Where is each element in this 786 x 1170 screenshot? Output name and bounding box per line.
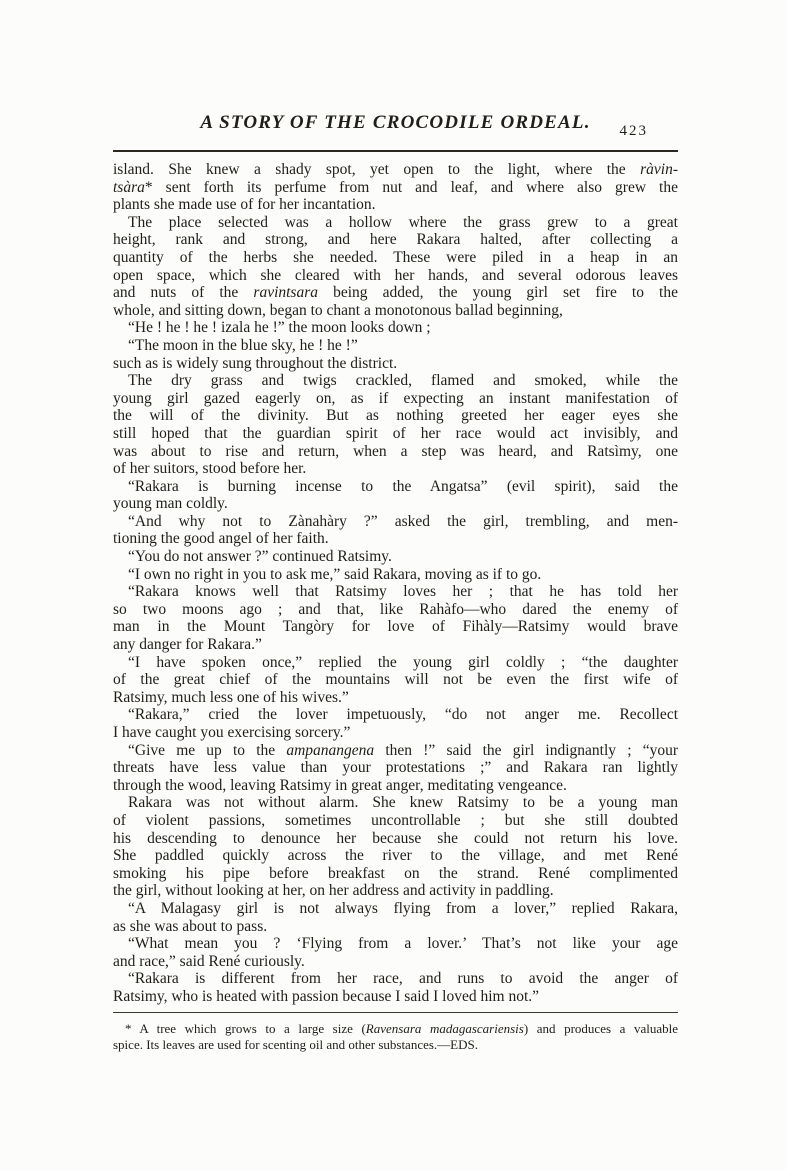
text-segment: Rakara was not without alarm. She knew Ratsimy to be a young man [128,794,678,812]
text-line [113,302,678,320]
text-line [113,267,678,285]
text-line [113,196,678,214]
text-segment: “A Malagasy girl is not always flying from a lover,” replied Rakara, [128,899,678,917]
text-line [113,618,678,636]
text-line [113,865,678,883]
text-line [113,284,678,302]
text-segment: such as is widely sung throughout the district. [113,354,398,372]
text-segment: whole, and sitting down, began to chant a monotonous ballad beginning, [113,301,563,319]
text-segment: “I own no right in you to ask me,” said Rakara, moving as if to go. [128,565,542,583]
text-segment: and nuts of the [113,284,254,302]
text-line [113,953,678,971]
text-line [113,513,678,531]
text-segment: “And why not to Zànahàry ?” asked the girl, trembling, and men- [128,512,678,530]
italic-text: Ravensara madagascariensis [365,1020,524,1036]
text-segment: was about to rise and return, when a step was heard, and Ratsìmy, one [113,442,678,460]
text-segment: of her suitors, stood before her. [113,460,307,478]
text-line [113,249,678,267]
text-segment: “He ! he ! he ! izala he !” the moon looks down ; [128,319,431,337]
page-header [113,112,678,142]
text-segment: “Rakara is burning incense to the Angatsa” (evil spirit), said the [128,477,678,495]
text-line [113,759,678,777]
text-line [113,460,678,478]
text-line [113,390,678,408]
text-line [113,337,678,355]
italic-text: ràvin- [640,161,678,178]
text-line [113,812,678,830]
text-line [113,179,678,197]
text-line [113,214,678,232]
text-line [113,443,678,461]
text-segment: I have caught you exercising sorcery.” [113,724,351,741]
text-segment: any danger for Rakara.” [113,636,262,654]
text-segment: his descending to denounce her because she could not return his love. [113,829,678,847]
text-line [113,847,678,865]
text-line [113,988,678,1006]
text-segment: “Rakara,” cried the lover impetuously, “do not anger me. Recollect [128,706,678,724]
text-segment: young man coldly. [113,495,228,513]
text-line [113,689,678,707]
text-segment: She paddled quickly across the river to the village, and met René [113,847,678,865]
text-segment: threats have less value than your protestations ;” and Rakara ran lightly [113,759,678,777]
text-segment: “I have spoken once,” replied the young girl coldly ; “the daughter [128,653,678,671]
text-line [113,654,678,672]
page-body [113,161,678,1006]
text-segment: * A tree which grows to a large size ( [125,1020,366,1036]
text-line [113,882,678,900]
text-segment: island. She knew a shady spot, yet open to the light, where the [113,161,641,178]
text-line [113,407,678,425]
text-line [113,935,678,953]
text-segment: “You do not answer ?” continued Ratsimy. [128,548,392,566]
text-segment: the girl, without looking at her, on her address and activity in paddling. [113,882,554,900]
text-line [113,1037,678,1054]
page-number: 423 [619,123,648,139]
text-line [113,918,678,936]
header-rule [113,150,678,152]
text-segment: tioning the good angel of her faith. [113,530,329,548]
text-line [113,583,678,601]
text-segment: quantity of the herbs she needed. These were piled in a heap in an [113,248,678,266]
text-segment: of the great chief of the mountains will not be even the first wife of [113,671,678,689]
text-segment: Ratsimy, who is heated with passion because I said I loved him not.” [113,987,540,1005]
text-line [113,671,678,689]
text-line [113,372,678,390]
text-segment: and race,” said René curiously. [113,952,305,970]
text-segment: through the wood, leaving Ratsimy in great anger, meditating vengeance. [113,776,567,794]
text-line [113,706,678,724]
text-segment: being added, the young girl set fire to the [318,284,678,302]
text-line [113,777,678,795]
text-segment: “The moon in the blue sky, he ! he !” [128,336,358,354]
text-segment: as she was about to pass. [113,917,268,935]
text-segment: still hoped that the guardian spirit of her race would act invisibly, and [113,424,678,442]
text-line [113,161,678,179]
text-segment: man in the Mount Tangòry for love of Fihàly—Ratsimy would brave [113,618,678,636]
footnote-rule [113,1012,678,1013]
text-segment: young girl gazed eagerly on, as if expecting an instant manifestation of [113,389,678,407]
text-line [113,636,678,654]
text-line [113,900,678,918]
text-line [113,742,678,760]
running-title: A STORY OF THE CROCODILE ORDEAL. [200,112,591,133]
text-segment: * sent forth its perfume from nut and leaf, and where also grew the [144,178,678,196]
text-line [113,530,678,548]
text-line [113,970,678,988]
text-segment: height, rank and strong, and here Rakara halted, after collecting a [113,231,678,249]
text-line [113,548,678,566]
text-segment: Ratsimy, much less one of his wives.” [113,688,349,706]
text-line [113,566,678,584]
text-segment: the will of the divinity. But as nothing greeted her eager eyes she [113,407,678,425]
text-line [113,794,678,812]
text-segment: “Rakara is different from her race, and runs to avoid the anger of [128,970,678,988]
italic-text: tsàra [113,178,145,196]
text-segment: “Rakara knows well that Ratsimy loves her ; that he has told her [128,583,678,601]
text-segment: of violent passions, sometimes uncontrollable ; but she still doubted [113,811,678,829]
text-line [113,231,678,249]
text-segment: The dry grass and twigs crackled, flamed and smoked, while the [128,372,678,390]
text-segment: so two moons ago ; and that, like Rahàfo—who dared the enemy of [113,600,678,618]
text-segment: “Give me up to the [128,741,287,759]
text-segment: smoking his pipe before breakfast on the strand. René complimented [113,864,678,882]
italic-text: ampanangena [286,741,375,759]
text-line [113,1021,678,1038]
text-segment: open space, which she cleared with her hands, and several odorous leaves [113,266,678,284]
text-line [113,830,678,848]
text-column [113,0,678,1054]
text-segment: plants she made use of for her incantation. [113,196,376,214]
text-line [113,724,678,742]
footnote [113,1021,678,1054]
text-line [113,601,678,619]
text-line [113,495,678,513]
text-line [113,425,678,443]
text-segment: The place selected was a hollow where the grass grew to a great [128,213,678,231]
text-segment: spice. Its leaves are used for scenting oil and other substances.—EDS. [113,1037,478,1052]
text-line [113,478,678,496]
text-line [113,319,678,337]
italic-text: ravintsara [253,284,318,302]
text-segment: ) and produces a valuable [523,1020,678,1036]
text-line [113,355,678,373]
text-segment: then !” said the girl indignantly ; “your [374,741,678,759]
text-segment: “What mean you ? ‘Flying from a lover.’ That’s not like your age [128,935,678,953]
